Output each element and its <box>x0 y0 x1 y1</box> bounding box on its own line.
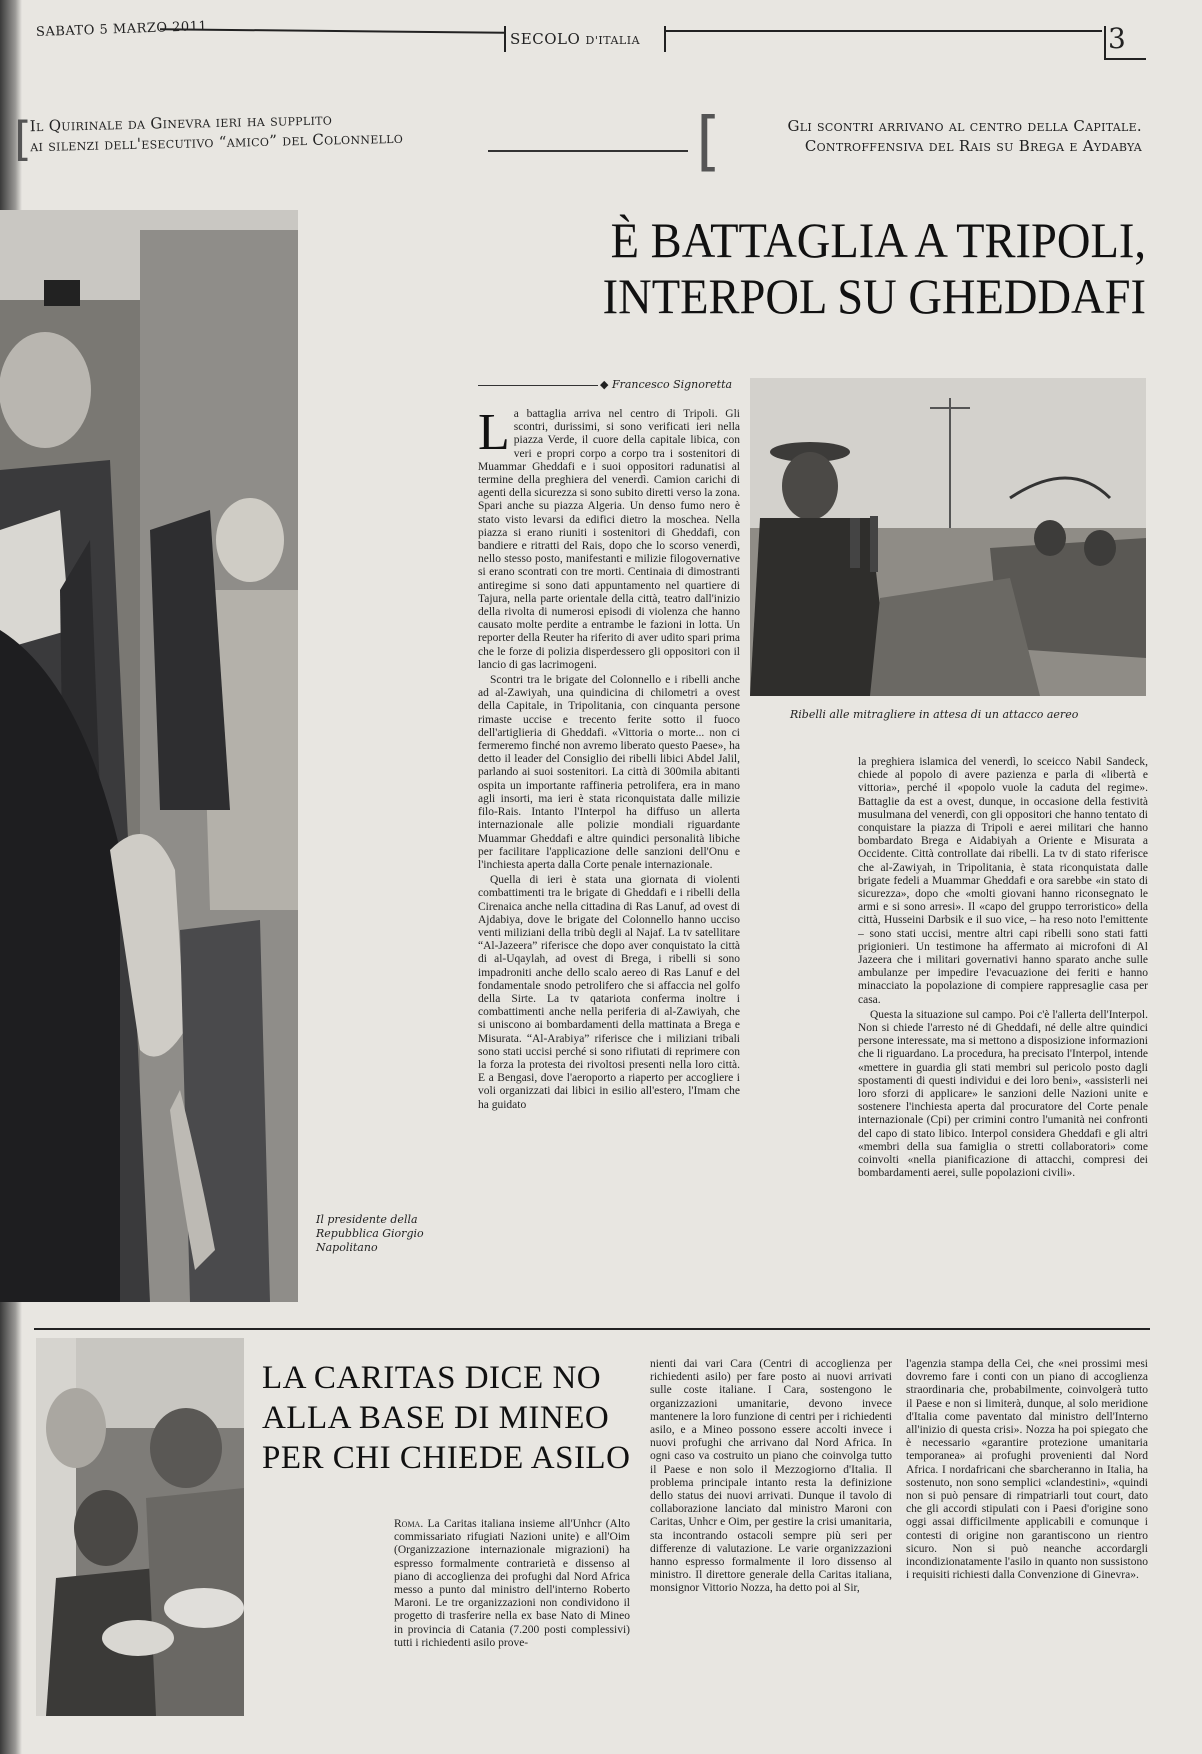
left-photo-caption: Il presidente della Repubblica Giorgio Napolitano <box>316 1213 424 1254</box>
rebels-photo-art <box>750 378 1146 696</box>
page-number-underline <box>1104 58 1146 60</box>
napolitano-photo <box>0 210 298 1302</box>
rebels-photo <box>750 378 1146 696</box>
caritas-col3-text: l'agenzia stampa della Cei, che «nei prossimi mesi dovremo fare i conti con un piano di accoglienza straordinaria che, probabilmente, coinvolgerà tutto il Paese e non si limiterà, dunque, al solo meridione d'Italia come paventato dal ministro dell'Interno all'inizio di questa crisi». Nozza ha poi spiegato che è necessario «garantire protezione umanitaria temporanea» ai profughi provenienti dal Nord Africa. I nordafricani che sbarcheranno in Italia, ha sostenuto, non sono semplici «clandestini», «quindi non si può pensare di rimpatriarli tout court, dato che gli accordi stipulati con i Paesi d'origine sono oggi assai difficilmente applicabili e comunque i contesti di origine non garantiscono un rientro sicuro. Non si può neanche accordargli incondizionatamente l'asilo in quanto non sussistono i requisiti richiesti dalla Convenzione di Ginevra». <box>906 1358 1148 1582</box>
header-rule-right <box>666 30 1102 32</box>
caritas-headline <box>262 1358 662 1478</box>
caritas-headline-line2: ALLA BASE DI MINEO <box>262 1400 610 1436</box>
caritas-column-2 <box>650 1358 892 1728</box>
migrants-photo-art <box>36 1338 244 1716</box>
kicker-left-bracket: [ <box>14 112 32 166</box>
caritas-col1-text: La Caritas italiana insieme all'Unhcr (Alto commissariato rifugiati Nazioni unite) e all'Oim (Organizzazione internazionale migrazioni) ha espresso formalmente contrarietà e dissenso al piano di accoglienza dei profughi dal Nord Africa messo a punto dal ministro dell'interno Roberto Maroni. Le tre organizzazioni non condividono il progetto di trasferire nella ex base Nato di Mineo in provincia di Catania (7.200 posti complessivi) tutti i richiedenti asilo prove- <box>394 1518 630 1649</box>
masthead-main: SECOLO <box>510 30 581 48</box>
kicker-right <box>726 116 1142 156</box>
masthead-small: D'ITALIA <box>585 34 641 47</box>
article-column-1 <box>478 408 740 1278</box>
migrants-photo <box>36 1338 244 1716</box>
header-masthead <box>510 30 640 48</box>
kicker-left-line2: ai silenzi dell'esecutivo “amico” del Colonnello <box>30 128 404 156</box>
article-col2-para2: Questa la situazione sul campo. Poi c'è l'allerta dell'Interpol. Non si chiede l'arresto né di Gheddafi, né delle altre quindici persone interessate, ma si mettono a disposizione informazioni che li riguardano. La procedura, ha precisato l'Interpol, intende «mettere in guardia gli stati membri sul pericolo posto dagli spostamenti di questi individui e dei loro beni», «assisterli nei loro sforzi di applicare» le sanzioni delle Nazioni unite e sostenere l'inchiesta aperta dal procuratore del Corte penale internazionale (Cpi) per crimini contro l'umanità nei confronti del capo di stato libico. Interpol considera Gheddafi e gli altri «membri della sua famiglia o stretti collaboratori» come coinvolti «nella pianificazione di attacchi, compresi dei bombardamenti aerei, sulle popolazioni civili». <box>858 1008 1148 1180</box>
kicker-left-line1: Il Quirinale da Ginevra ieri ha supplito <box>29 110 333 136</box>
caritas-place: Roma. <box>394 1518 424 1530</box>
page-number-bracket <box>1104 26 1106 60</box>
byline: ◆ Francesco Signoretta <box>600 378 733 391</box>
caritas-headline-line1: LA CARITAS DICE NO <box>262 1360 602 1396</box>
article-col2-para1: la preghiera islamica del venerdì, lo sceicco Nabil Sandeck, chiede al popolo di avere pazienza e parla di «libertà e vittoria», perché il «popolo vuole la caduta del regime». Battaglie da est a ovest, dunque, in occasione della festività musulmana del venerdì, con gli oppositori che hanno tentato di conquistare la piazza di Tripoli e aerei militari che hanno bombardato Brega e Aidabiyah a Oriente e Misurata a Occidente. Città controllate dai ribelli. La tv di stato riferisce che al-Zawiyah, in Tripolitania, è stata riconquistata dalle brigate fedeli a Muammar Gheddafi e ora sarebbe «in stato di sicurezza», dopo che «molti giovani hanno riconsegnato le armi e si sono arresi». Il «capo del gruppo terroristico» della città, Husseini Darbsik e il suo vice, – ha reso noto l'emittente – sono stati uccisi, mentre altri capi ribelli sono stati fatti prigionieri. Un testimone ha affermato ai microfoni di Al Jazeera che i militari governativi hanno sparato anche sulle ambulanze per impedire l'evacuazione dei feriti e hanno minacciato la popolazione di compiere rappresaglie casa per casa. <box>858 756 1148 1006</box>
header-bracket-left <box>504 26 506 52</box>
kicker-left <box>30 108 404 156</box>
kicker-right-bracket: [ <box>696 105 721 179</box>
caritas-column-1 <box>394 1518 630 1728</box>
caritas-col2-text: nienti dai vari Cara (Centri di accoglienza per richiedenti asilo) per fare posto ai nuovi arrivati sulle coste italiane. I Cara, sostengono le organizzazioni umanitarie, devono invece mantenere la loro funzione di centri per i richiedenti asilo, e a Mineo possono essere accolti invece i nuovi profughi che arrivano dal Nord Africa. In ogni caso va costruito un piano che coinvolga tutto il Paese e non solo il Mezzogiorno d'Italia. Il problema principale intanto resta la definizione dello status dei nuovi arrivati. Dunque il tavolo di collaborazione lanciato dal ministro Maroni con Caritas, Unhcr e Oim, per gestire la crisi umanitaria, sta incontrando ostacoli sempre più seri per differenze di valutazione. Le varie organizzazioni hanno espresso formalmente il loro dissenso al ministro. Il direttore generale della Caritas italiana, monsignor Vittorio Nozza, ha detto poi al Sir, <box>650 1358 892 1595</box>
article-col1-para1: a battaglia arriva nel centro di Tripoli. Gli scontri, durissimi, si sono verificati ieri nella piazza Verde, il cuore della capitale libica, con veri e propri corpo a corpo tra i sostenitori di Muammar Gheddafi e i suoi oppositori radunatisi al termine della preghiera del venerdì. Camion carichi di agenti della sicurezza si sono subito diretti verso la zona. Spari anche su piazza Algeria. Un denso fumo nero è stato visto levarsi da edifici dietro la moschea. Nella piazza si erano riuniti i sostenitori di Gheddafi, con bandiere e ritratti del Rais, dopo che lo scorso venerdì, nello stesso posto, manifestanti e milizie filogovernative si erano scontrati con tre morti. Centinaia di dimostranti antiregime si sono dati appuntamento nel quartiere di Tajura, nella parte orientale della città, teatro dall'inizio della rivolta di numerosi episodi di violenza che hanno causato molte perdite a entrambe le fazioni in lotta. Un reporter della Reuter ha riferito di aver udito spari prima che le forze di polizia disperdessero gli oppositori con il lancio di gas lacrimogeni. <box>478 408 740 671</box>
napolitano-photo-art <box>0 210 298 1302</box>
page-number: 3 <box>1108 22 1126 55</box>
kicker-rule <box>488 150 688 152</box>
kicker-right-line2: Controffensiva del Rais su Brega e Aydabya <box>804 137 1142 155</box>
headline-line1: È BATTAGLIA A TRIPOLI, <box>610 212 1146 268</box>
header-rule-left <box>160 28 505 34</box>
section-separator <box>34 1328 1150 1330</box>
article-col1-para2: Scontri tra le brigate del Colonnello e i ribelli anche ad al-Zawiyah, una quindicina di chilometri a ovest della Capitale, in Tripolitania, con cinquanta persone rimaste uccise e trecento ferite sotto il fuoco dell'artiglieria di Gheddafi. «Vittoria o morte... non ci fermeremo finché non avremo liberato questo Paese», ha detto il leader del Consiglio dei ribelli libici Abdel Jalil, parlando ai suoi sostenitori. La città di 300mila abitanti ospita un importante raffineria petrolifera, era in mano agli insorti, ma ieri è stata riconquistata dalle milizie filo-Rais. Intanto l'Interpol ha diffuso un allerta internazionale alle polizie mondiali riguardante Muammar Gheddafi e altre quindici personalità libiche per facilitare l'applicazione delle sanzioni dell'Onu e l'inchiesta aperta dalla Corte penale internazionale. <box>478 674 740 871</box>
kicker-right-line1: Gli scontri arrivano al centro della Capitale. <box>787 117 1142 135</box>
header-date: SABATO 5 MARZO 2011 <box>35 19 208 40</box>
rebels-photo-caption: Ribelli alle mitragliere in attesa di un attacco aereo <box>790 708 1079 721</box>
caritas-headline-line3: PER CHI CHIEDE ASILO <box>262 1440 631 1476</box>
article-col1-para3: Quella di ieri è stata una giornata di violenti combattimenti tra le brigate di Gheddafi e i ribelli della Cirenaica anche nella cittadina di Ras Lanuf, ad ovest di Ajdabiya, dove le brigate del Colonnello hanno ucciso venti miliziani della tribù degli al Najaf. La tv satellitare “Al-Jazeera” riferisce che dopo aver conquistato la città di al-Uqaylah, ad ovest di Brega, i ribelli si sono impadroniti anche dello scalo aereo di Ras Lanuf e del fondamentale snodo petrolifero che si affaccia nel golfo della Sirte. La tv qatariota conferma inoltre i combattimenti anche nella periferia di al-Zawiyah, che si uniscono ai bombardamenti della mattinata a Brega e Misurata. “Al-Arabiya” riferisce che i miliziani tribali sono stati uccisi perché si sono rifiutati di reprimere con la forza la protesta dei rivoltosi presenti nella loro città. E a Bengasi, dove l'aeroporto a riaperto per accogliere i voli organizzati dai libici in esilio all'estero, l'Imam che ha guidato <box>478 874 740 1111</box>
main-headline <box>532 212 1146 324</box>
article-column-2 <box>858 756 1148 1290</box>
byline-rule <box>478 385 598 386</box>
dropcap: L <box>478 408 510 461</box>
caritas-column-3 <box>906 1358 1148 1728</box>
headline-line2: INTERPOL SU GHEDDAFI <box>602 268 1146 324</box>
